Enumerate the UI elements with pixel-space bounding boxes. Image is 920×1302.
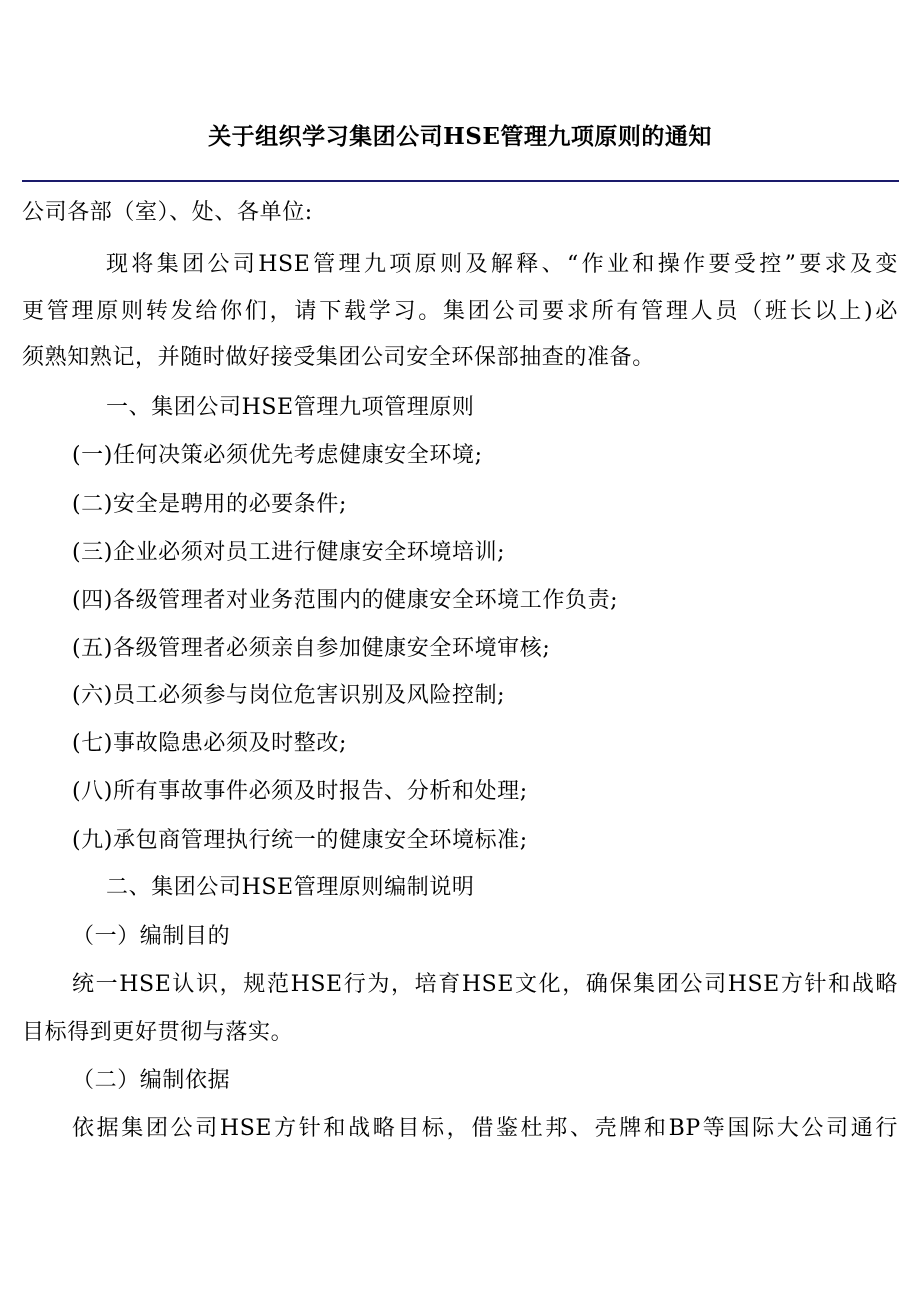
intro-line-3: 须熟知熟记，并随时做好接受集团公司安全环保部抽查的准备。	[22, 345, 655, 370]
sub2-heading: （二）编制依据	[72, 1068, 231, 1093]
principle-item: (六)员工必须参与岗位危害识别及风险控制;	[72, 683, 506, 708]
purpose-line-2: 目标得到更好贯彻与落实。	[22, 1020, 294, 1045]
document-title: 关于组织学习集团公司HSE管理九项原则的通知	[208, 123, 712, 150]
principle-item: (三)企业必须对员工进行健康安全环境培训;	[72, 540, 506, 565]
basis-line-1: 依据集团公司HSE方针和战略目标，借鉴杜邦、壳牌和BP等国际大公司通行	[72, 1116, 898, 1141]
principle-item: (五)各级管理者必须亲自参加健康安全环境审核;	[72, 636, 551, 661]
title-divider	[22, 180, 899, 182]
principle-item: (一)任何决策必须优先考虑健康安全环境;	[72, 443, 483, 468]
section1-heading: 一、集团公司HSE管理九项管理原则	[106, 395, 475, 420]
principle-item: (七)事故隐患必须及时整改;	[72, 731, 347, 756]
principle-item: (九)承包商管理执行统一的健康安全环境标准;	[72, 828, 528, 853]
intro-line-1: 现将集团公司HSE管理九项原则及解释、“作业和操作要受控”要求及变	[106, 252, 898, 277]
section2-heading: 二、集团公司HSE管理原则编制说明	[106, 875, 475, 900]
salutation: 公司各部（室）、处、各单位:	[22, 200, 313, 225]
purpose-line-1: 统一HSE认识，规范HSE行为，培育HSE文化，确保集团公司HSE方针和战略	[72, 972, 898, 997]
principle-item: (二)安全是聘用的必要条件;	[72, 492, 347, 517]
intro-line-2: 更管理原则转发给你们，请下载学习。集团公司要求所有管理人员（班长以上)必	[22, 299, 898, 324]
principle-item: (八)所有事故事件必须及时报告、分析和处理;	[72, 779, 528, 804]
sub1-heading: （一）编制目的	[72, 924, 231, 949]
principle-item: (四)各级管理者对业务范围内的健康安全环境工作负责;	[72, 588, 619, 613]
